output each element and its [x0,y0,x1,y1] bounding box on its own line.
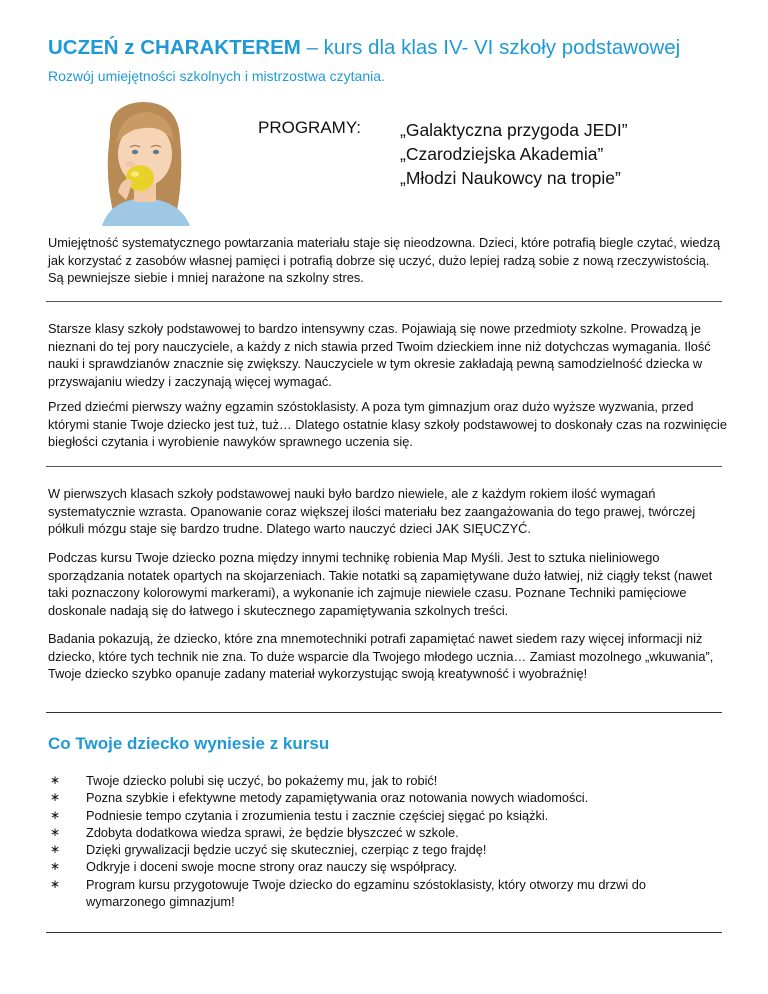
list-item-text: Podniesie tempo czytania i zrozumienia testu i zacznie częściej sięgać po książki. [86,807,549,823]
section-heading: Co Twoje dziecko wyniesie z kursu [48,734,330,753]
list-item [48,772,728,789]
page-subtitle: Rozwój umiejętności szkolnych i mistrzostwa czytania. [48,68,385,84]
child-with-apple-photo [80,96,210,226]
list-item-text: Zdobyta dodatkowa wiedza sprawi, że będzie błyszczeć w szkole. [86,824,459,840]
list-item [48,841,728,858]
paragraph: Podczas kursu Twoje dziecko pozna między innymi technikę robienia Map Myśli. Jest to sztuka nieliniowego sporządzania notatek opartych na skojarzeniach. Takie notatki są zapamiętywane dużo łatwiej, niż ciągły tekst (nawet taki poznaczony kolorowymi markerami), a wykonanie ich zajmuje niewiele czasu. Poznane Techniki pamięciowe doskonale nadają się do łatwego i skutecznego zapamiętywania szkolnych treści. [48,550,713,618]
program-item: „Czarodziejska Akademia” [400,144,604,164]
title-brand: UCZEŃ z CHARAKTEREM [48,36,301,59]
divider [46,932,722,933]
paragraph: Starsze klasy szkoły podstawowej to bardzo intensywny czas. Pojawiają się nowe przedmioty szkolne. Prowadzą je nieznani do tej pory nauczyciele, a każdy z nich stawia przed Twoim dzieckiem inne niż dotychczas wymagania. Ilość nauki i sprawdzianów znacznie się zwiększy. Nauczyciele w tym okresie zakładają pewną samodzielność dziecka w przyswajaniu wiedzy i zaczynają więcej wymagać. [48,321,711,389]
divider [46,712,722,713]
bullet-asterisk-icon: ∗ [50,807,61,822]
title-rest: – kurs dla klas IV- VI szkoły podstawowej [300,36,681,59]
bullet-asterisk-icon: ∗ [50,773,61,787]
list-item-text: Twoje dziecko polubi się uczyć, bo pokażemy mu, jak to robić! [86,773,438,788]
list-item [48,876,728,911]
bullet-asterisk-icon: ∗ [50,824,61,839]
paragraph: Przed dziećmi pierwszy ważny egzamin szóstoklasisty. A poza tym gimnazjum oraz dużo wyższe wyzwania, przed którymi stanie Twoje dziecko jest tuż, tuż… Dlatego ostatnie klasy szkoły podstawowej to doskonały czas na rozwinięcie biegłości czytania i wyrobienie nawyków sprawnego uczenia się. [48,399,728,449]
page-title [48,36,680,60]
program-item: „Galaktyczna przygoda JEDI” [400,120,628,140]
list-item [48,807,728,824]
list-item-text: Dzięki grywalizacji będzie uczyć się skuteczniej, czerpiąc z tego frajdę! [86,842,487,858]
bullet-asterisk-icon: ∗ [50,859,61,874]
divider [46,301,722,302]
paragraph: W pierwszych klasach szkoły podstawowej nauki było bardzo niewiele, ale z każdym rokiem ilość wymagań systematycznie wzrasta. Opanowanie coraz większej ilości materiału bez zaangażowania do tego prawej, twórczej półkuli mózgu staje się bardzo trudne. Dlatego warto nauczyć dzieci JAK SIĘUCZYĆ. [48,486,696,536]
bullet-asterisk-icon: ∗ [50,790,61,805]
programs-label: PROGRAMY: [258,118,361,137]
bullet-asterisk-icon: ∗ [50,876,61,891]
benefits-list [48,772,728,910]
bullet-asterisk-icon: ∗ [50,842,61,857]
list-item [48,858,728,875]
programs-list [400,118,628,190]
list-item-text: Program kursu przygotowuje Twoje dziecko do egzaminu szóstoklasisty, który otworzy mu drzwi do wymarzonego gimnazjum! [86,876,646,910]
list-item [48,789,728,806]
paragraph: Umiejętność systematycznego powtarzania materiału staje się nieodzowna. Dzieci, które potrafią biegle czytać, wiedzą jak korzystać z zasobów własnej pamięci i potrafią dobrze się uczyć, dużo lepiej radzą sobie z nową rzeczywistością. Są pewniejsze siebie i mniej narażone na szkolny stres. [48,235,721,285]
divider [46,466,722,467]
program-item: „Młodzi Naukowcy na tropie” [400,168,621,188]
list-item [48,824,728,841]
list-item-text: Odkryje i doceni swoje mocne strony oraz nauczy się współpracy. [86,859,458,875]
list-item-text: Pozna szybkie i efektywne metody zapamiętywania oraz notowania nowych wiadomości. [86,790,589,806]
paragraph: Badania pokazują, że dziecko, które zna mnemotechniki potrafi zapamiętać nawet siedem razy więcej informacji niż dziecko, które tych technik nie zna. To duże wsparcie dla Twojego młodego ucznia… Zamiast mozolnego „wkuwania”, Twoje dziecko szybko opanuje zadany materiał wykorzystując swoją kreatywność i wyobraźnię! [48,631,714,681]
